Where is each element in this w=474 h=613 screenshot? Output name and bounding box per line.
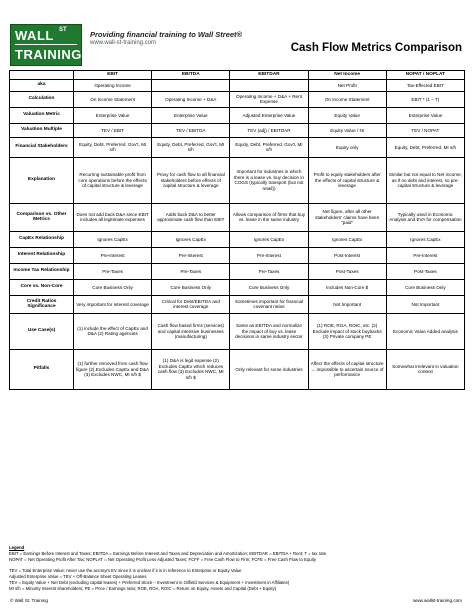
row-label: Interest Relationship xyxy=(10,247,74,263)
table-row xyxy=(10,279,465,295)
table-cell: Operating Income + D&A + Rent Expense xyxy=(230,91,308,107)
header-url: www.wall-st-training.com xyxy=(90,40,157,46)
table-cell: Pre-Taxes xyxy=(152,263,230,279)
table-cell: Economic Value Added analysis xyxy=(386,313,464,349)
logo-line1: WALL xyxy=(15,28,54,43)
table-cell: Net figure, after all other stakeholders' claims have been "paid" xyxy=(308,203,386,231)
table-cell: Equity, Debt, Preferred, Gov't, MI s/h xyxy=(152,137,230,157)
row-label: Use Case(s) xyxy=(10,313,74,349)
row-label: Comparison vs. Other Metrics xyxy=(10,203,74,231)
table-row xyxy=(10,349,465,389)
table-cell: Important for industries in which there is a lease vs. buy decision in COGS (typically transport (but not retail)) xyxy=(230,157,308,203)
table-cell: Equity only xyxy=(308,137,386,157)
metrics-comparison-table xyxy=(9,70,465,390)
table-cell: Equity Value xyxy=(308,107,386,123)
table-cell: Equity, Debt, Preferred, MI s/h xyxy=(386,137,464,157)
table-cell: Allows comparison of firms that buy vs. lease in the same industry xyxy=(230,203,308,231)
table-cell: Adjusted Enterprise Value xyxy=(230,107,308,123)
table-cell: Same as EBITDA and normalize the impact of buy vs. lease decisions in same industry sector xyxy=(230,313,308,349)
legend-lines xyxy=(9,551,465,592)
table-cell: (1) further removed from cash flow figure (2) Excludes CapEx and D&A (3) Excludes NWC, MI s/h $ xyxy=(74,349,152,389)
table-cell: Net Profit xyxy=(308,79,386,91)
table-row xyxy=(10,313,465,349)
table-cell: Pre-Interest xyxy=(230,247,308,263)
table-cell: Enterprise Value xyxy=(74,107,152,123)
table-row xyxy=(10,107,465,123)
table-cell: Pre-Interest xyxy=(74,247,152,263)
row-label: CapEx Relationship xyxy=(10,231,74,247)
legend-line: MI s/h = Minority Interest shareholders; PE = Price / Earnings ratio; ROE, ROA, ROIC = Return on Equity, Assets and Capital (Debt + Equity) xyxy=(9,586,277,592)
row-label: Pitfalls xyxy=(10,349,74,389)
table-cell: Adds back D&A to better approximate cash flow than EBIT xyxy=(152,203,230,231)
row-label: Calculation xyxy=(10,91,74,107)
row-label: Valuation Multiple xyxy=(10,123,74,137)
table-cell: Profit to equity stakeholders after the effects of capital structure & leverage xyxy=(308,157,386,203)
table-cell: (1) ROE, ROA, ROIC, etc. (2) Exclude impact of stock buybacks (3) Private company PE xyxy=(308,313,386,349)
table-cell: Affect the effects of capital structure → impossible to ascertain source of performance xyxy=(308,349,386,389)
page-header xyxy=(10,24,464,70)
row-label: Credit Ratios Significance xyxy=(10,295,74,313)
header-cell-ebitda: EBITDA xyxy=(152,71,230,80)
table-cell: Not Important xyxy=(386,295,464,313)
row-label: aka xyxy=(10,79,74,91)
table-cell: Post-Taxes xyxy=(386,263,464,279)
table-cell: Ignores CapEx xyxy=(386,231,464,247)
table-cell: (1) D&A is legit expense (2) Excludes CapEx which reduces cash flow (3) Excludes NWC, MI s/h $ xyxy=(152,349,230,389)
table-cell: Enterprise Value xyxy=(386,107,464,123)
table-row xyxy=(10,137,465,157)
table-cell: On Income Statement xyxy=(308,91,386,107)
table-cell: Post-Taxes xyxy=(308,263,386,279)
table-cell: Equity, Debt, Preferred, Gov't, MI s/h xyxy=(74,137,152,157)
table-cell: TEV / EBIT xyxy=(74,123,152,137)
table-cell: Operating Income + D&A xyxy=(152,91,230,107)
logo-line2: TRAINING xyxy=(15,47,82,62)
table-cell xyxy=(230,79,308,91)
table-cell: Not Important xyxy=(308,295,386,313)
table-cell: Ignores CapEx xyxy=(230,231,308,247)
tagline: Providing financial training to Wall Street® xyxy=(90,30,243,39)
table-cell: (1) include the effect of CapEx and D&A (2) Rating agencies xyxy=(74,313,152,349)
table-cell: Very important for interest coverage xyxy=(74,295,152,313)
table-cell: Pre-Interest xyxy=(152,247,230,263)
table-cell: Proxy for cash flow to all financial stakeholders before effects of capital structure & leverage xyxy=(152,157,230,203)
row-label: Core vs. Non-Core xyxy=(10,279,74,295)
table-cell: EBIT * (1 – T) xyxy=(386,91,464,107)
table-row xyxy=(10,263,465,279)
legend-line: TEV = Equity Value + Net Debt (excluding capital leases) + Preferred Stock – Investment in Oilfield Services & Equipment + Investment in Affiliates) xyxy=(9,580,290,586)
table-row xyxy=(10,247,465,263)
header-cell-ebitdar: EBITDAR xyxy=(230,71,308,80)
row-label: Income Tax Relationship xyxy=(10,263,74,279)
table-cell: Sometimes important for financial covenant ratios xyxy=(230,295,308,313)
table-cell: Includes Non-Core $ xyxy=(308,279,386,295)
table-cell: Core Business Only xyxy=(74,279,152,295)
table-cell: Core Business Only xyxy=(152,279,230,295)
header-cell xyxy=(10,71,74,80)
table-cell: Post-Interest xyxy=(308,247,386,263)
table-cell: Operating Income xyxy=(74,79,152,91)
header-cell-net-income: Net Income xyxy=(308,71,386,80)
table-cell: Core Business Only xyxy=(230,279,308,295)
table-cell: Cash flow based firms (services) and capital intensive businesses (manufacturing) xyxy=(152,313,230,349)
table-row xyxy=(10,91,465,107)
page-title: Cash Flow Metrics Comparison xyxy=(290,42,462,54)
table-cell: Equity Value / NI xyxy=(308,123,386,137)
table-cell: On Income Statement xyxy=(74,91,152,107)
table-cell: Equity, Debt, Preferred, Gov't, MI s/h xyxy=(230,137,308,157)
legend-line: NOPAT = Net Operating Profit After Tax; NOPLAT = Net Operating Profit Less Adjusted Taxes; FCFF = Free Cash Flow to Firm; FCFE = Free Cash Flow to Equity xyxy=(9,557,317,563)
row-label: Explanation xyxy=(10,157,74,203)
table-cell: TEV (adj) / EBITDAR xyxy=(230,123,308,137)
table-cell: Recurring sustainable profit from core operations before the effects of capital structure & leverage xyxy=(74,157,152,203)
table-cell xyxy=(152,79,230,91)
row-label: Valuation Metric xyxy=(10,107,74,123)
table-cell: Pre-Taxes xyxy=(230,263,308,279)
table-row xyxy=(10,123,465,137)
table-cell: Ignores CapEx xyxy=(308,231,386,247)
table-cell: Only relevant for some industries xyxy=(230,349,308,389)
wall-st-training-logo xyxy=(10,24,82,66)
table-cell: Core Business Only xyxy=(386,279,464,295)
table-cell: Similar but not equal to Net Income; as if no debt and interest, so pre-capital structure & leverage xyxy=(386,157,464,203)
table-header-row xyxy=(10,71,465,80)
footer-copyright: © Wall St. Training xyxy=(10,598,48,603)
table-cell: Pre-Taxes xyxy=(74,263,152,279)
table-row xyxy=(10,295,465,313)
legend-line: Adjusted Enterprise Value = TEV + Off-Balance Sheet Operating Leases xyxy=(9,573,147,579)
table-cell: Tax-Effected EBIT xyxy=(386,79,464,91)
row-label: Financial Stakeholders xyxy=(10,137,74,157)
header-cell-ebit: EBIT xyxy=(74,71,152,80)
logo-divider xyxy=(15,44,77,45)
table-cell: Typically used in Economic Analysis and EVA for compensation xyxy=(386,203,464,231)
table-cell: Enterprise Value xyxy=(152,107,230,123)
table-row xyxy=(10,79,465,91)
table-cell: Critical for Debt/EBITDA and interest coverage xyxy=(152,295,230,313)
table-cell: Ignores CapEx xyxy=(74,231,152,247)
table-cell: Pre-Interest xyxy=(386,247,464,263)
footer-url: www.wallst-training.com xyxy=(412,598,462,603)
table-cell: Ignores CapEx xyxy=(152,231,230,247)
legend xyxy=(9,545,465,593)
legend-line: TEV = Total Enterprise Value; never use the acronym EV since it is unclear if it is in reference to Enterprise or Equity Value xyxy=(9,567,242,573)
table-cell: TEV / NOPAT xyxy=(386,123,464,137)
table-row xyxy=(10,157,465,203)
table-row xyxy=(10,231,465,247)
table-cell: Somewhat irrelevant in valuation context xyxy=(386,349,464,389)
table-cell: Does not add back D&A since EBIT includes all legitimate expenses xyxy=(74,203,152,231)
legend-title: Legend xyxy=(9,545,25,550)
legend-line: EBIT = Earnings Before Interest and Taxes; EBITDA = Earnings Before Interest and Taxes and Depreciation and Amortization; EBITDAR = EBITDA + Rent; T = tax rate xyxy=(9,551,327,557)
logo-superscript: ST xyxy=(59,27,67,33)
table-cell: TEV / EBITDA xyxy=(152,123,230,137)
table-row xyxy=(10,203,465,231)
header-cell-nopat: NOPAT / NOPLAT xyxy=(386,71,464,80)
